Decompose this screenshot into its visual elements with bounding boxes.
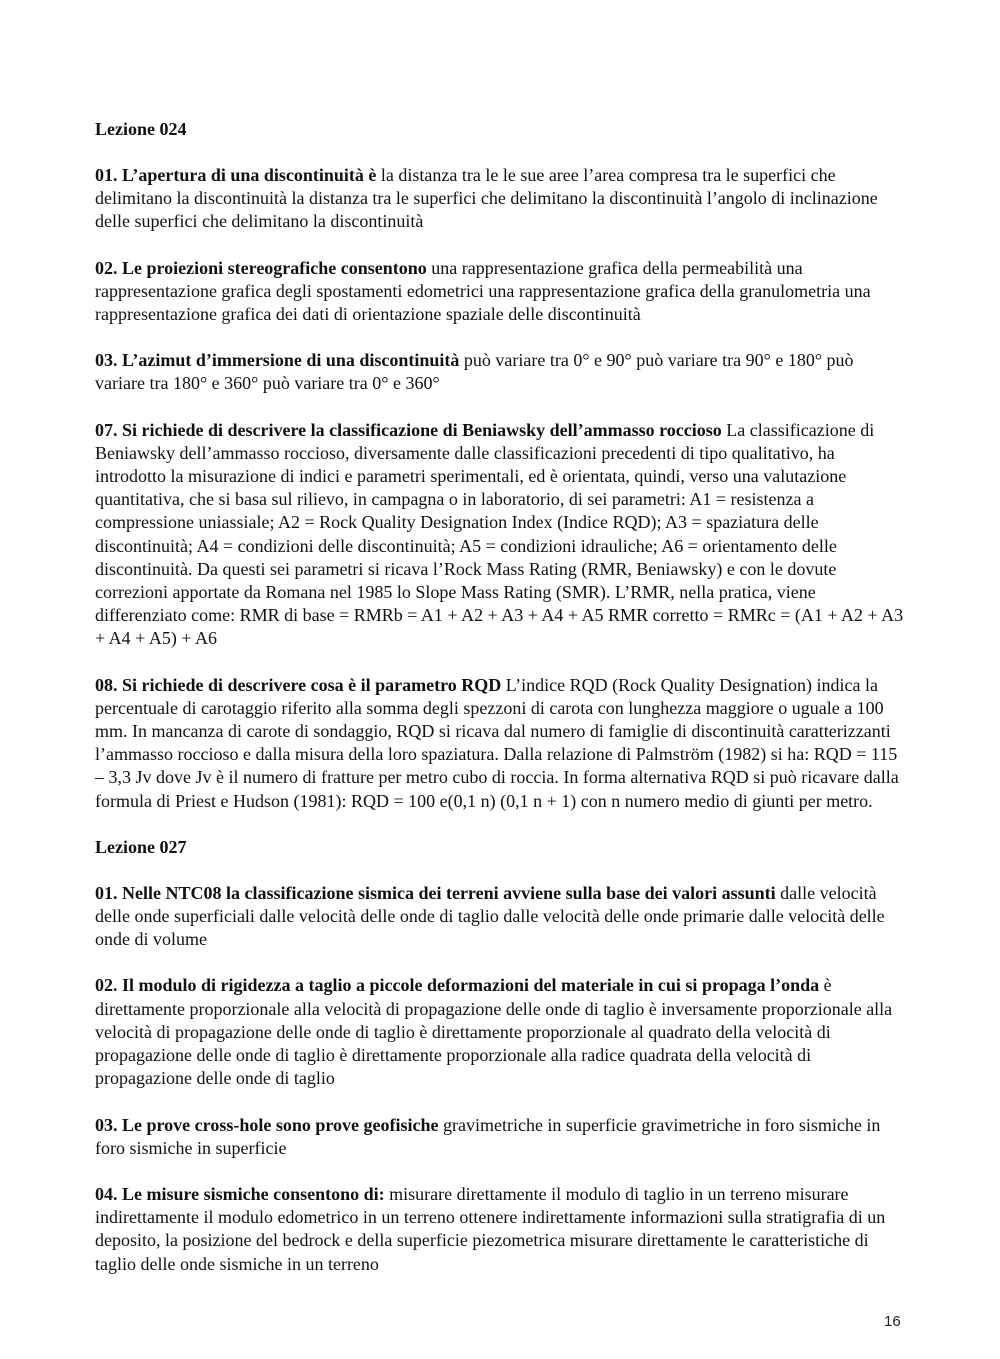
answer-text: può variare tra 0° e 90° può variare tra 90° e 180° può variare tra 180° e 360° può variare tra 0° e 360° (95, 350, 854, 394)
question-item (95, 419, 907, 651)
answer-text: gravimetriche in superficie gravimetriche in foro sismiche in foro sismiche in superficie (95, 1114, 881, 1158)
question-item (95, 674, 907, 813)
answer-text: L’indice RQD (Rock Quality Designation) indica la percentuale di carotaggio riferito alla somma degli spezzoni di carota con lunghezza maggiore o uguale a 100 mm. In mancanza di carote di sondaggio, RQD si ricava dal numero di famiglie di discontinuità caratterizzanti l’ammasso roccioso e dalla misura della loro spaziatura. Dalla relazione di Palmström (1982) si ha: RQD = 115 – 3,3 Jv dove Jv è il numero di fratture per metro cubo di roccia. In forma alternativa RQD si può ricavare dalla formula di Priest e Hudson (1981): RQD = 100 e(0,1 n) (0,1 n + 1) con n numero medio di giunti per metro. (95, 674, 899, 811)
question-text: 02. Le proiezioni stereografiche consentono (95, 257, 427, 278)
question-item (95, 882, 907, 952)
answer-text: una rappresentazione grafica della permeabilità una rappresentazione grafica degli spostamenti edometrici una rappresentazione grafica della granulometria una rappresentazione grafica dei dati di orientazione spaziale delle discontinuità (95, 257, 871, 325)
answer-text: la distanza tra le le sue aree l’area compresa tra le superfici che delimitano la discontinuità la distanza tra le superfici che delimitano la discontinuità l’angolo di inclinazione delle superfici che delimitano la discontinuità (95, 165, 878, 232)
question-text: 03. Le prove cross-hole sono prove geofisiche (95, 1114, 439, 1135)
question-text: 07. Si richiede di descrivere la classificazione di Beniawsky dell’ammasso roccioso (95, 419, 722, 440)
question-text: 02. Il modulo di rigidezza a taglio a piccole deformazioni del materiale in cui si propaga l’onda (95, 975, 820, 996)
page-number: 16 (884, 1313, 901, 1330)
question-item (95, 349, 907, 395)
answer-text: è direttamente proporzionale alla velocità di propagazione delle onde di taglio è inversamente proporzionale alla velocità di propagazione delle onde di taglio è direttamente proporzionale al quadrato della velocità di propagazione delle onde di taglio è direttamente proporzionale alla radice quadrata della velocità di propagazione delle onde di taglio (95, 975, 893, 1089)
question-text: 01. L’apertura di una discontinuità è (95, 165, 377, 185)
answer-text: La classificazione di Beniawsky dell’ammasso roccioso, diversamente dalle classificazioni precedenti di tipo qualitativo, ha introdotto la misurazione di indici e parametri sperimentali, ed è orientata, quindi, verso una valutazione quantitativa, che si basa sul rilievo, in campagna o in laboratorio, di sei parametri: A1 = resistenza a compressione uniassiale; A2 = Rock Quality Designation Index (Indice RQD); A3 = spaziatura delle discontinuità; A4 = condizioni delle discontinuità; A5 = condizioni idrauliche; A6 = orientamento delle discontinuità. Da questi sei parametri si ricava l’Rock Mass Rating (RMR, Beniawsky) e con le dovute correzioni apportate da Romana nel 1985 lo Slope Mass Rating (SMR). L’RMR, nella pratica, viene differenziato come: RMR di base = RMRb = A1 + A2 + A3 + A4 + A5 RMR corretto = RMRc = (A1 + A2 + A3 + A4 + A5) + A6 (95, 419, 904, 649)
question-text: 04. Le misure sismiche consentono di: (95, 1183, 385, 1204)
page-content (95, 118, 907, 1276)
question-item (95, 1183, 907, 1276)
question-text: 08. Si richiede di descrivere cosa è il parametro RQD (95, 674, 502, 695)
question-text: 03. L’azimut d’immersione di una discontinuità (95, 350, 460, 371)
lesson-title: Lezione 024 (95, 119, 187, 139)
question-item (95, 974, 907, 1090)
answer-text: misurare direttamente il modulo di taglio in un terreno misurare indirettamente il modulo edometrico in un terreno ottenere indirettamente informazioni sulla stratigrafia di un deposito, la posizione del bedrock e della superficie piezometrica misurare direttamente le caratteristiche di taglio delle onde sismiche in un terreno (95, 1183, 886, 1274)
question-item (95, 164, 907, 234)
answer-text: dalle velocità delle onde superficiali dalle velocità delle onde di taglio dalle velocità delle onde primarie dalle velocità delle onde di volume (95, 882, 885, 950)
lesson-title: Lezione 027 (95, 836, 187, 857)
question-item (95, 1114, 907, 1160)
question-item (95, 257, 907, 327)
question-text: 01. Nelle NTC08 la classificazione sismica dei terreni avviene sulla base dei valori assunti (95, 882, 776, 903)
